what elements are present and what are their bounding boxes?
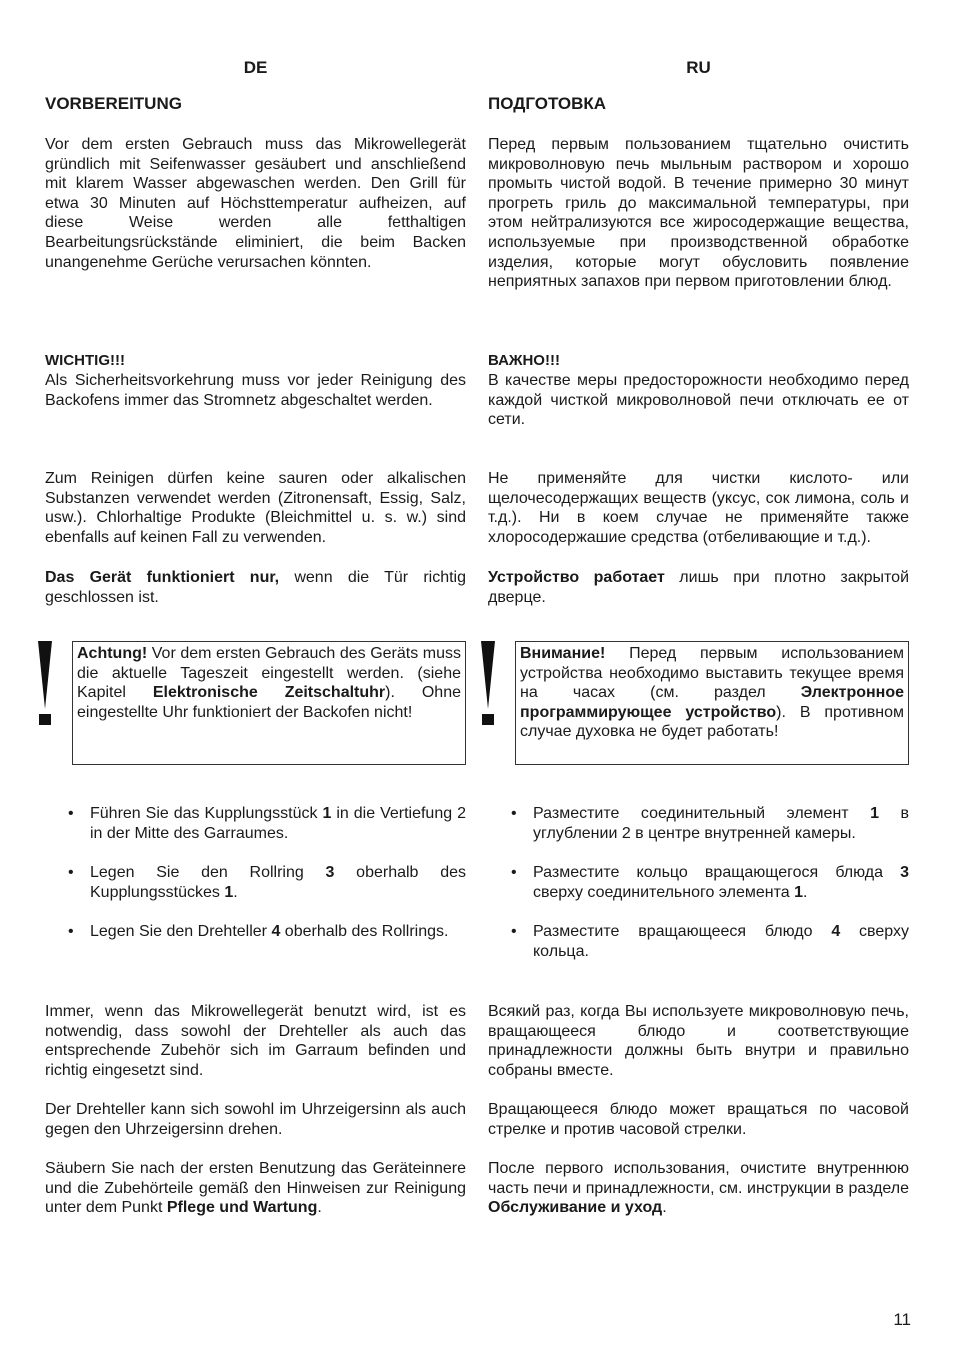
attention-text-de: Vor dem ersten Gebrauch des Geräts muss die aktuelle Tageszeit eingestellt werden. (siehe Kapitel [77, 645, 461, 702]
usage-paragraph-de: Immer, wenn das Mikrowellegerät benutzt wird, ist es notwendig, dass sowohl der Drehteller als auch das entsprechende Zubehör sich im Garraum befinden und richtig eingesetzt sind. [45, 1003, 466, 1079]
language-label-de: DE [243, 58, 268, 77]
warning-text-de: Als Sicherheitsvorkehrung muss vor jeder Reinigung des Backofens immer das Stromnetz abgeschaltet werden. [45, 372, 466, 409]
list-item: • Legen Sie den Rollring 3 oberhalb des Kupplungsstückes 1. [68, 863, 466, 902]
intro-paragraph-de: Vor dem ersten Gebrauch muss das Mikrowellegerät gründlich mit Seifenwasser gesäubert und anschließend mit klarem Wasser abgewaschen werden. Den Grill für etwa 30 Minuten auf Höchsttemperatur aufheizen, auf diese Weise werden alle fetthaltigen Bearbeitungsrückstände eliminiert, die beim Backen unangenehme Gerüche verursachen könnten. [45, 136, 466, 271]
section-heading-ru: ПОДГОТОВКА [488, 94, 607, 113]
door-note-bold-ru: Устройство работает [488, 569, 665, 586]
list-item: • Разместите вращающееся блюдо 4 сверху кольца. [511, 922, 909, 961]
rotation-paragraph-de: Der Drehteller kann sich sowohl im Uhrzeigersinn als auch gegen den Uhrzeigersinn drehen. [45, 1101, 466, 1138]
warning-title-de: WICHTIG!!! [45, 352, 125, 369]
list-item: • Разместите кольцо вращающегося блюда 3 сверху соединительного элемента 1. [511, 863, 909, 902]
attention-chapter-ru: Электронное программирующее устройство [520, 684, 904, 721]
attention-text-end-de: ). Ohne eingestellte Uhr funktioniert der Backofen nicht! [77, 684, 461, 721]
door-note-de [45, 568, 466, 607]
language-label-ru: RU [686, 58, 711, 77]
attention-label-ru: Внимание! [520, 645, 606, 662]
attention-chapter-de: Elektronische Zeitschaltuhr [152, 684, 386, 702]
care-section-ref-de: Pflege und Wartung [166, 1199, 318, 1217]
door-note-bold-de: Das Gerät funktioniert nur, [45, 569, 280, 586]
after-use-paragraph-ru: После первого использования, очистите внутреннюю часть печи и принадлежности, см. инструкции в разделе Обслуживание и уход. [488, 1160, 909, 1217]
list-item: • Führen Sie das Kupplungsstück 1 in die Vertiefung 2 in der Mitte des Garraumes. [68, 804, 466, 843]
attention-text-ru: Перед первым использованием устройства необходимо выставить текущее время на часах (см. раздел [520, 645, 904, 702]
usage-paragraph-ru: Всякий раз, когда Вы используете микроволновую печь, вращающееся блюдо и соответствующие принадлежности должны быть внутри и правильно собраны вместе. [488, 1003, 909, 1079]
page-number: 11 [893, 1310, 911, 1329]
attention-box-de [72, 641, 466, 765]
door-note-ru [488, 568, 909, 607]
intro-paragraph-ru: Перед первым пользованием тщательно очистить микроволновую печь мыльным раствором и хорошо промыть чистой водой. В течение примерно 30 минут прогреть гриль до максимальной температуры, при этом нейтрализуются все жиросодержащие вещества, используемые при производственной обработке изделия, которые могут обусловить появление неприятных запахов при первом приготовлении блюд. [488, 136, 909, 291]
attention-text-end-ru: ). В противном случае духовка не будет работать! [520, 703, 905, 741]
rotation-paragraph-ru: Вращающееся блюдо может вращаться по часовой стрелке и против часовой стрелки. [488, 1101, 909, 1138]
list-item: • Legen Sie den Drehteller 4 oberhalb des Rollrings. [68, 922, 466, 942]
warning-text-ru: В качестве меры предосторожности необходимо перед каждой чисткой микроволновой печи отключать ее от сети. [488, 372, 909, 429]
cleaning-paragraph-de: Zum Reinigen dürfen keine sauren oder alkalischen Substanzen verwendet werden (Zitronensaft, Essig, Salz, usw.). Chlorhaltige Produkte (Bleichmittel u. s. w.) sind ebenfalls auf keinen Fall zu verwenden. [45, 470, 466, 546]
section-heading-de: VORBEREITUNG [45, 94, 182, 113]
care-section-ref-ru: Обслуживание и уход [488, 1199, 663, 1217]
after-use-paragraph-de: Säubern Sie nach der ersten Benutzung das Geräteinnere und die Zubehörteile gemäß den Hinweisen zur Reinigung unter dem Punkt Pflege und Wartung. [45, 1160, 466, 1217]
list-item: • Разместите соединительный элемент 1 в углублении 2 в центре внутренней камеры. [511, 804, 909, 843]
warning-title-ru: ВАЖНО!!! [488, 352, 560, 369]
cleaning-paragraph-ru: Не применяйте для чистки кислото- или щелочесодержащих веществ (уксус, сок лимона, соль и т.д.). Ни в коем случае не применяйте также хлоросодержашие средства (отбеливающие и т.д.). [488, 470, 909, 546]
door-note-text-ru: лишь при плотно закрытой дверце. [488, 569, 910, 606]
attention-label-de: Achtung! [77, 645, 148, 662]
door-note-text-de: wenn die Tür richtig geschlossen ist. [45, 569, 467, 606]
attention-box-ru [515, 641, 909, 765]
